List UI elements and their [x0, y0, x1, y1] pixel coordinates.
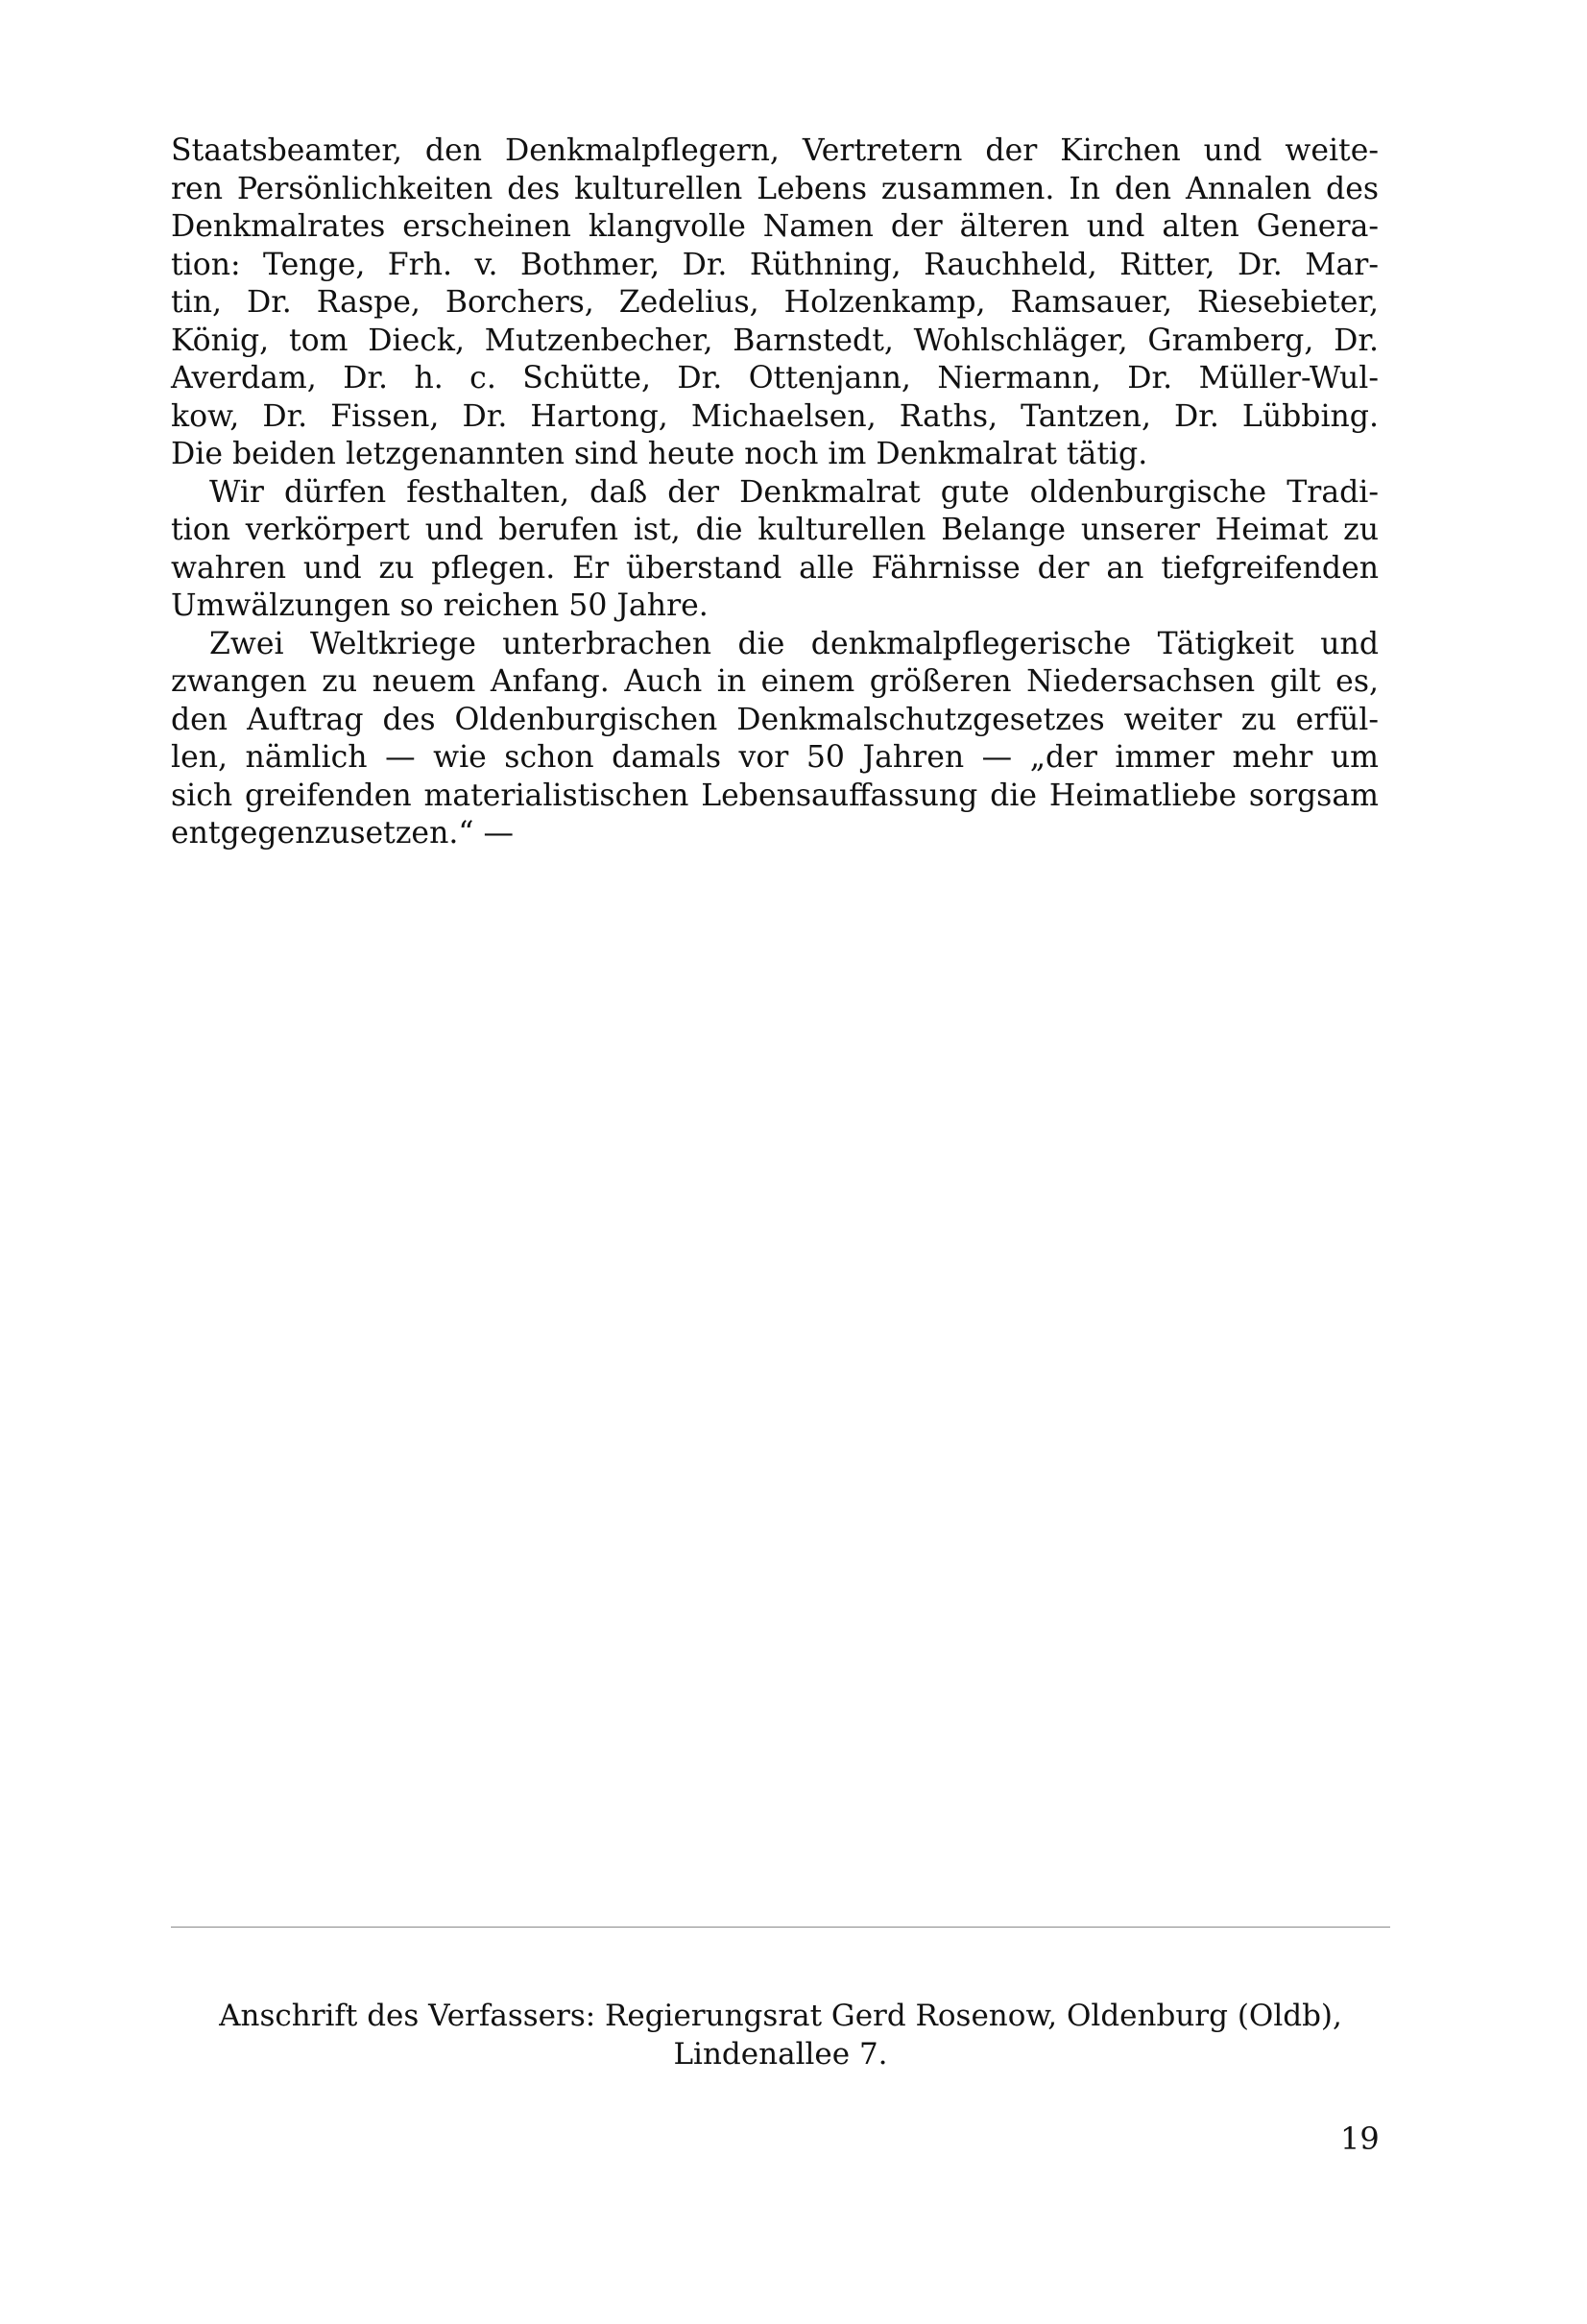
text-line: Wir dürfen festhalten, daß der Denkmalrat gute oldenburgische Tradi- [209, 474, 1379, 510]
text-line: wahren und zu pflegen. Er überstand alle Fährnisse der an tiefgreifenden [171, 550, 1379, 586]
text-line: kow, Dr. Fissen, Dr. Hartong, Michaelsen, Raths, Tantzen, Dr. Lübbing. [171, 398, 1379, 434]
text-line: entgegenzusetzen.“ — [171, 816, 514, 851]
footnote-line: Lindenallee 7. [673, 2037, 888, 2072]
paragraph-2 [171, 474, 1379, 626]
body-text [171, 132, 1379, 853]
text-line: König, tom Dieck, Mutzenbecher, Barnstedt, Wohlschläger, Gramberg, Dr. [171, 323, 1379, 358]
text-line: ren Persönlichkeiten des kulturellen Lebens zusammen. In den Annalen des [171, 171, 1379, 206]
page-number: 19 [1340, 2120, 1380, 2157]
text-line: zwangen zu neuem Anfang. Auch in einem größeren Niedersachsen gilt es, [171, 664, 1379, 699]
text-line: tin, Dr. Raspe, Borchers, Zedelius, Holzenkamp, Ramsauer, Riesebieter, [171, 285, 1379, 320]
text-line: tion: Tenge, Frh. v. Bothmer, Dr. Rüthning, Rauchheld, Ritter, Dr. Mar- [171, 247, 1379, 282]
paragraph-1 [171, 132, 1379, 474]
footnote-rule [171, 1927, 1390, 1928]
text-line: den Auftrag des Oldenburgischen Denkmalschutzgesetzes weiter zu erfül- [171, 702, 1379, 737]
author-address-footnote [171, 1997, 1390, 2073]
text-line: Staatsbeamter, den Denkmalpflegern, Vertretern der Kirchen und weite- [171, 133, 1379, 168]
text-line: sich greifenden materialistischen Lebensauffassung die Heimatliebe sorgsam [171, 778, 1379, 813]
text-line: Averdam, Dr. h. c. Schütte, Dr. Ottenjann, Niermann, Dr. Müller-Wul- [171, 361, 1379, 395]
paragraph-3 [171, 626, 1379, 853]
text-line: Denkmalrates erscheinen klangvolle Namen der älteren und alten Genera- [171, 209, 1379, 244]
text-line: Umwälzungen so reichen 50 Jahre. [171, 588, 709, 623]
text-line: Zwei Weltkriege unterbrachen die denkmalpflegerische Tätigkeit und [209, 626, 1379, 661]
text-line: tion verkörpert und berufen ist, die kulturellen Belange unserer Heimat zu [171, 513, 1379, 547]
text-line: len, nämlich — wie schon damals vor 50 Jahren — „der immer mehr um [171, 740, 1379, 775]
footnote-line: Anschrift des Verfassers: Regierungsrat Gerd Rosenow, Oldenburg (Oldb), [219, 1999, 1342, 2033]
text-line: Die beiden letzgenannten sind heute noch im Denkmalrat tätig. [171, 437, 1148, 471]
